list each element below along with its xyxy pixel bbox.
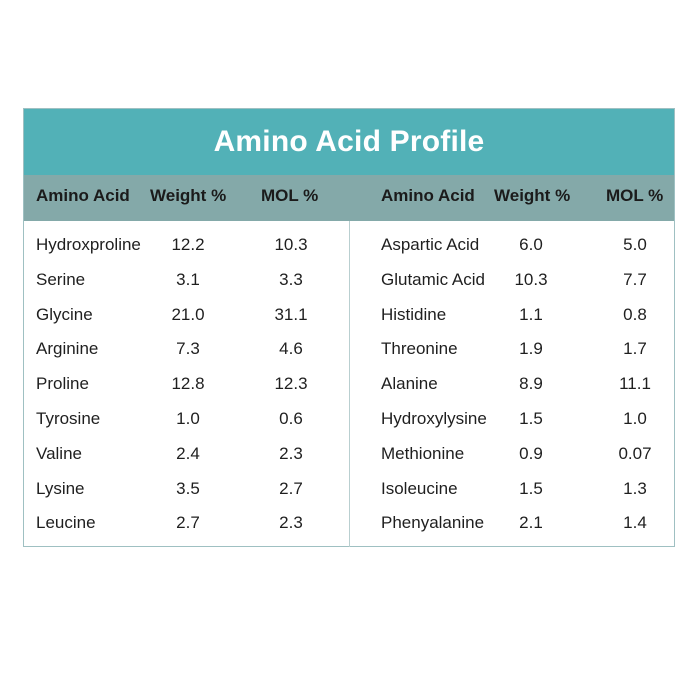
table-row (24, 442, 349, 477)
column-header-row (24, 175, 674, 221)
amino-acid-name: Valine (36, 443, 82, 463)
table-row (24, 477, 349, 512)
amino-acid-name: Hydroxylysine (381, 408, 487, 428)
weight-value: 1.0 (176, 408, 200, 428)
weight-value: 1.5 (519, 478, 543, 498)
table-row (350, 442, 675, 477)
mol-value: 1.7 (623, 339, 647, 359)
weight-value: 8.9 (519, 374, 543, 394)
weight-value: 12.2 (171, 235, 205, 254)
amino-acid-name: Hydroxproline (36, 235, 141, 254)
weight-value: 1.9 (519, 339, 543, 359)
weight-value: 1.5 (519, 408, 543, 428)
mol-value: 0.6 (279, 408, 303, 428)
table-row (350, 407, 675, 442)
mol-value: 1.4 (623, 513, 647, 533)
mol-value: 0.8 (623, 304, 647, 324)
amino-acid-name: Glutamic Acid (381, 269, 485, 289)
weight-value: 2.1 (519, 513, 543, 533)
amino-acid-name: Histidine (381, 304, 447, 324)
table-row (24, 233, 349, 268)
table-row (350, 233, 675, 268)
mol-value: 1.3 (623, 478, 647, 498)
weight-value: 3.1 (176, 269, 200, 289)
table-row (350, 511, 675, 546)
mol-value: 10.3 (274, 235, 308, 254)
table-row (350, 268, 675, 303)
amino-acid-name: Aspartic Acid (381, 235, 480, 254)
weight-value: 2.7 (176, 513, 200, 533)
header-amino-acid-left: Amino Acid (36, 186, 130, 205)
mol-value: 3.3 (279, 269, 303, 289)
header-mol-right: MOL % (606, 186, 664, 205)
mol-value: 2.3 (279, 513, 303, 533)
amino-acid-name: Isoleucine (381, 478, 458, 498)
mol-value: 4.6 (279, 339, 303, 359)
title-bar (24, 109, 674, 175)
mol-value: 7.7 (623, 269, 647, 289)
amino-acid-name: Methionine (381, 443, 465, 463)
amino-acid-name: Arginine (36, 339, 99, 359)
table-row (350, 337, 675, 372)
mol-value: 1.0 (623, 408, 647, 428)
weight-value: 2.4 (176, 443, 200, 463)
amino-acid-name: Leucine (36, 513, 96, 533)
amino-acid-name: Lysine (36, 478, 85, 498)
weight-value: 12.8 (171, 374, 205, 394)
weight-value: 21.0 (171, 304, 205, 324)
table-row (24, 303, 349, 338)
table-row (24, 337, 349, 372)
weight-value: 3.5 (176, 478, 200, 498)
mol-value: 2.3 (279, 443, 303, 463)
mol-value: 0.07 (618, 443, 652, 463)
mol-value: 2.7 (279, 478, 303, 498)
left-table-body (24, 221, 349, 546)
weight-value: 1.1 (519, 304, 543, 324)
weight-value: 0.9 (519, 443, 543, 463)
right-table-body (350, 221, 675, 546)
amino-acid-table (23, 108, 675, 547)
amino-acid-name: Proline (36, 374, 89, 394)
header-amino-acid-right: Amino Acid (381, 186, 475, 205)
amino-acid-name: Threonine (381, 339, 458, 359)
weight-value: 6.0 (519, 235, 543, 254)
table-row (24, 407, 349, 442)
table-row (350, 303, 675, 338)
mol-value: 31.1 (274, 304, 308, 324)
table-row (24, 268, 349, 303)
weight-value: 10.3 (514, 269, 548, 289)
weight-value: 7.3 (176, 339, 200, 359)
table-title: Amino Acid Profile (213, 125, 485, 158)
amino-acid-name: Serine (36, 269, 86, 289)
mol-value: 11.1 (619, 374, 651, 394)
amino-acid-name: Phenyalanine (381, 513, 485, 533)
header-mol-left: MOL % (261, 186, 319, 205)
header-weight-left: Weight % (150, 186, 227, 205)
table-row (24, 372, 349, 407)
mol-value: 12.3 (274, 374, 308, 394)
table-row (24, 511, 349, 546)
amino-acid-name: Tyrosine (36, 408, 101, 428)
mol-value: 5.0 (623, 235, 647, 254)
amino-acid-name: Glycine (36, 304, 93, 324)
amino-acid-name: Alanine (381, 374, 438, 394)
header-weight-right: Weight % (494, 186, 571, 205)
table-row (350, 372, 675, 407)
table-row (350, 477, 675, 512)
